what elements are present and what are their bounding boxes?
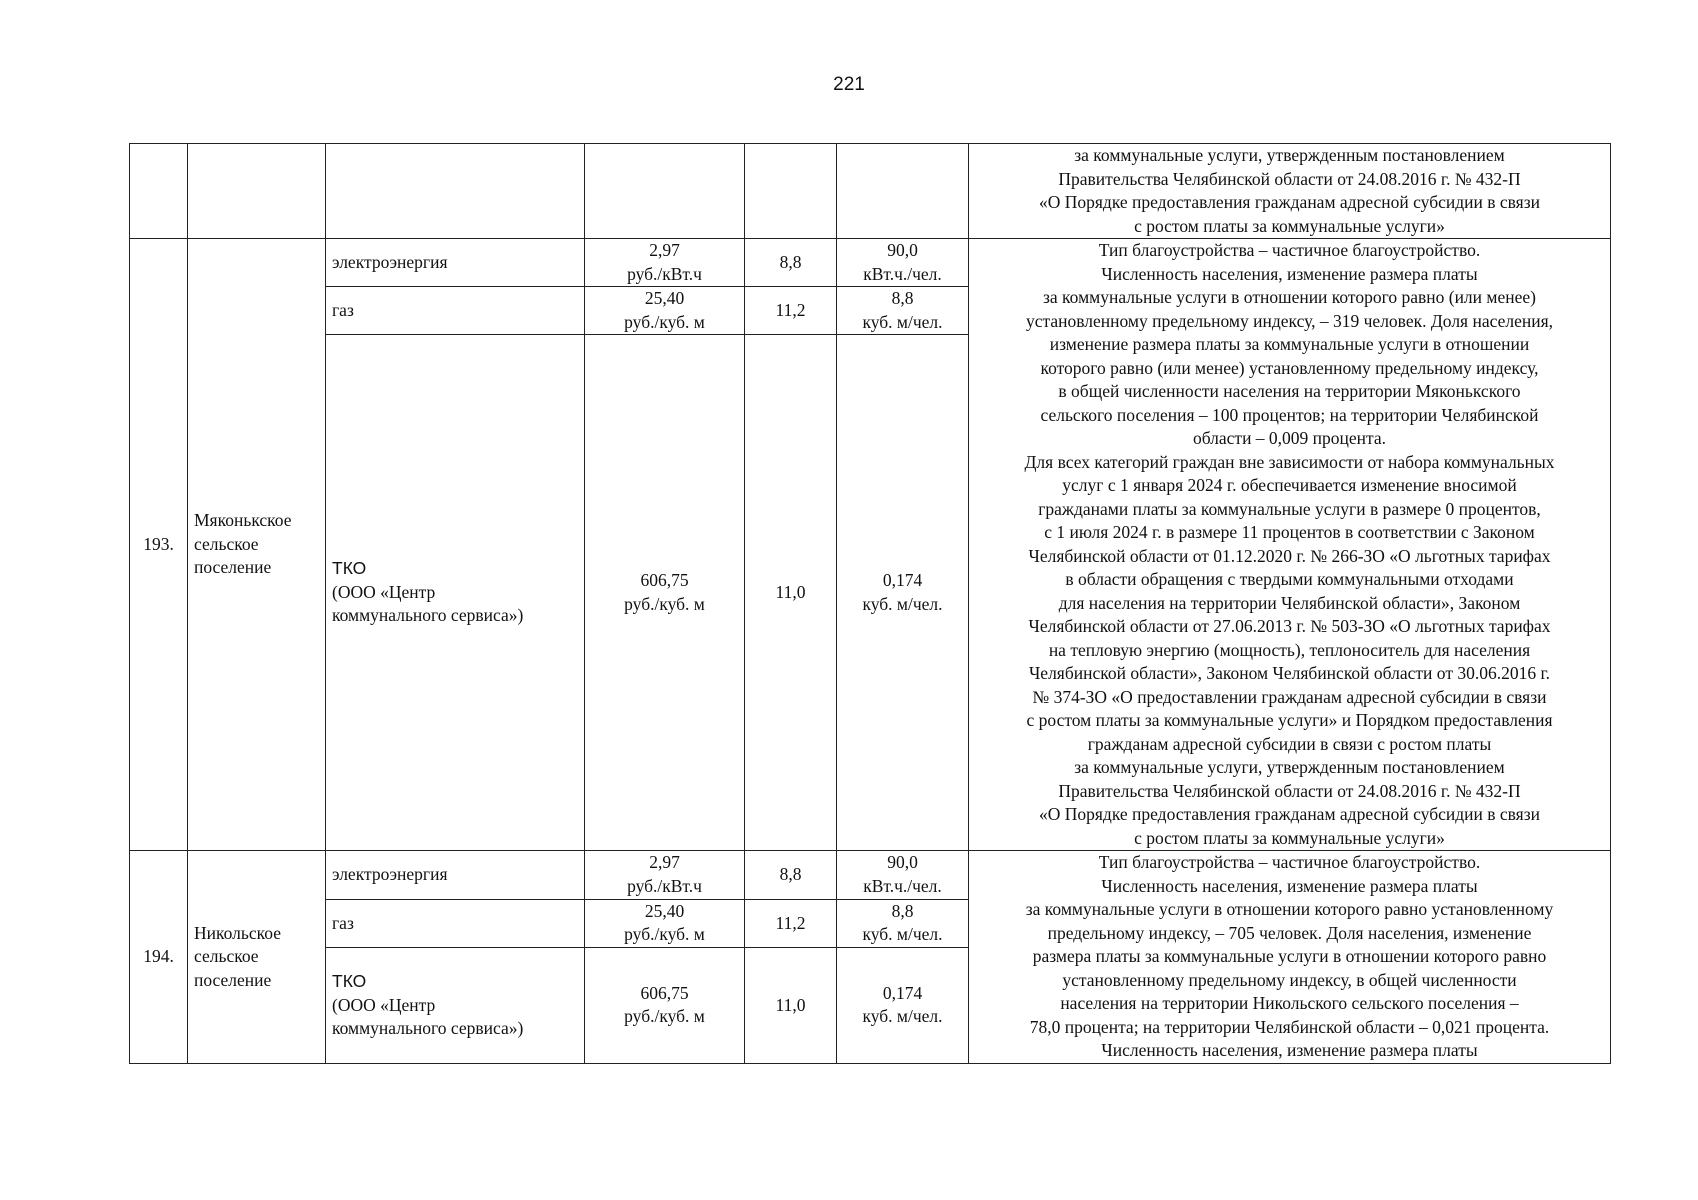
note-line: установленному предельному индексу, в общей численности — [1062, 969, 1517, 990]
note-line: с 1 июля 2024 г. в размере 11 процентов в соответствии с Законом — [1044, 522, 1535, 542]
service-name — [326, 287, 585, 335]
settlement-name-line: сельское — [194, 533, 259, 554]
note-line: за коммунальные услуги в отношении которого равно установленному — [1025, 899, 1554, 919]
norm-value: 8,8 — [891, 900, 914, 921]
tariff-cell — [585, 335, 745, 851]
service-name — [326, 948, 585, 1063]
service-name-line: электроэнергия — [332, 864, 448, 885]
settlement-name-line: Никольское — [194, 922, 281, 943]
norm-cell — [837, 287, 969, 335]
empty-cell — [130, 144, 188, 239]
tariff-value: 2,97 — [649, 240, 680, 261]
index-cell: 11,0 — [745, 335, 837, 851]
note-line: Тип благоустройства – частичное благоустройство. — [1098, 852, 1481, 872]
tariff-unit: руб./кВт.ч — [627, 263, 702, 284]
note-cell — [969, 144, 1611, 239]
note-line: гражданам адресной субсидии в связи с ростом платы — [1087, 733, 1492, 754]
note-line: предельному индексу, – 705 человек. Доля населения, изменение — [1047, 922, 1532, 943]
norm-unit: кВт.ч./чел. — [863, 263, 942, 284]
tariff-unit: руб./кВт.ч — [627, 875, 702, 896]
norm-unit: куб. м/чел. — [862, 593, 943, 614]
note-line: которого равно (или менее) установленному предельному индексу, — [1040, 357, 1539, 378]
empty-cell — [837, 144, 969, 239]
tariff-value: 606,75 — [640, 982, 689, 1003]
service-name-line: электроэнергия — [332, 251, 448, 272]
note-line: сельского поселения – 100 процентов; на территории Челябинской — [1040, 404, 1539, 425]
tariff-unit: руб./куб. м — [624, 1006, 705, 1027]
note-line: изменение размера платы за коммунальные услуги в отношении — [1049, 334, 1530, 354]
continuation-row — [130, 144, 1611, 239]
norm-cell — [837, 239, 969, 287]
tariff-cell — [585, 899, 745, 948]
note-line: за коммунальные услуги, утвержденным постановлением — [1074, 145, 1505, 165]
note-cell — [969, 851, 1611, 1064]
note-line: Правительства Челябинской области от 24.08.2016 г. № 432-П — [1058, 168, 1521, 189]
note-line: за коммунальные услуги, утвержденным постановлением — [1074, 757, 1505, 777]
note-line: в общей численности населения на территории Мяконькского — [1058, 381, 1521, 401]
norm-cell — [837, 335, 969, 851]
settlement-name-line: Мяконькское — [194, 510, 292, 531]
row-number: 193. — [130, 239, 188, 851]
note-line: с ростом платы за коммунальные услуги» — [1134, 827, 1445, 848]
service-name — [326, 239, 585, 287]
note-line: «О Порядке предоставления гражданам адресной субсидии в связи — [1038, 804, 1541, 824]
note-line: в области обращения с твердыми коммунальными отходами — [1065, 569, 1514, 589]
tariff-unit: руб./куб. м — [624, 311, 705, 332]
note-line: Правительства Челябинской области от 24.08.2016 г. № 432-П — [1058, 780, 1521, 801]
note-line: Челябинской области от 01.12.2020 г. № 266-ЗО «О льготных тарифах — [1028, 545, 1551, 566]
norm-unit: куб. м/чел. — [862, 311, 943, 332]
service-name-line: (ООО «Центр — [332, 994, 436, 1015]
note-line: с ростом платы за коммунальные услуги» и Порядком предоставления — [1026, 710, 1553, 730]
tariff-cell — [585, 851, 745, 900]
tariff-unit: руб./куб. м — [624, 593, 705, 614]
norm-unit: кВт.ч./чел. — [863, 875, 942, 896]
note-line: установленному предельному индексу, – 319 человек. Доля населения, — [1025, 310, 1554, 331]
service-name — [326, 335, 585, 851]
note-line: гражданами платы за коммунальные услуги в размере 0 процентов, — [1038, 498, 1541, 519]
service-name-line: газ — [332, 912, 354, 933]
norm-value: 90,0 — [887, 852, 918, 873]
service-name-line: (ООО «Центр — [332, 581, 436, 602]
note-line: 78,0 процента; на территории Челябинской области – 0,021 процента. — [1029, 1016, 1550, 1037]
service-name-line: коммунального сервиса») — [332, 605, 524, 626]
service-name — [326, 899, 585, 948]
empty-cell — [188, 144, 326, 239]
service-name-line: ТКО — [332, 558, 367, 579]
tariff-cell — [585, 287, 745, 335]
note-line: для населения на территории Челябинской области», Законом — [1058, 592, 1521, 613]
table-row — [130, 851, 1611, 900]
page-number: 221 — [833, 74, 865, 95]
note-line: за коммунальные услуги в отношении которого равно (или менее) — [1043, 287, 1536, 307]
tariff-cell — [585, 239, 745, 287]
tariff-value: 25,40 — [644, 288, 685, 309]
note-line: Челябинской области от 27.06.2013 г. № 503-ЗО «О льготных тарифах — [1028, 616, 1551, 636]
index-cell: 8,8 — [745, 851, 837, 900]
table-row — [130, 239, 1611, 287]
norm-cell — [837, 948, 969, 1063]
norm-value: 90,0 — [887, 240, 918, 261]
norm-cell — [837, 851, 969, 900]
note-line: Тип благоустройства – частичное благоустройство. — [1098, 240, 1481, 260]
settlement-name-line: поселение — [194, 557, 272, 578]
note-line: Численность населения, изменение размера платы — [1101, 875, 1478, 896]
tariff-value: 25,40 — [644, 900, 685, 921]
settlement-name-line: поселение — [194, 969, 272, 990]
empty-cell — [745, 144, 837, 239]
note-line: размера платы за коммунальные услуги в отношении которого равно — [1032, 946, 1547, 966]
note-line: Численность населения, изменение размера платы — [1101, 263, 1478, 284]
empty-cell — [585, 144, 745, 239]
norm-value: 0,174 — [882, 982, 923, 1003]
index-cell: 11,2 — [745, 287, 837, 335]
row-number: 194. — [130, 851, 188, 1064]
settlement-name — [188, 851, 326, 1064]
index-cell: 11,2 — [745, 899, 837, 948]
norm-value: 8,8 — [891, 288, 914, 309]
note-line: населения на территории Никольского сельского поселения – — [1060, 993, 1519, 1013]
index-cell: 11,0 — [745, 948, 837, 1063]
empty-cell — [326, 144, 585, 239]
tariff-value: 2,97 — [649, 852, 680, 873]
note-line: с ростом платы за коммунальные услуги» — [1134, 215, 1445, 236]
service-name — [326, 851, 585, 900]
note-line: на тепловую энергию (мощность), теплоноситель для населения — [1048, 639, 1531, 660]
norm-cell — [837, 899, 969, 948]
note-line: Челябинской области», Законом Челябинской области от 30.06.2016 г. — [1028, 663, 1551, 683]
index-cell: 8,8 — [745, 239, 837, 287]
service-name-line: коммунального сервиса») — [332, 1018, 524, 1039]
note-cell — [969, 239, 1611, 851]
note-line: Численность населения, изменение размера платы — [1101, 1040, 1478, 1060]
tariff-unit: руб./куб. м — [624, 924, 705, 945]
note-line: области – 0,009 процента. — [1192, 428, 1387, 448]
note-line: Для всех категорий граждан вне зависимости от набора коммунальных — [1024, 451, 1555, 472]
tariff-value: 606,75 — [640, 570, 689, 591]
note-line: № 374-ЗО «О предоставлении гражданам адресной субсидии в связи — [1032, 686, 1547, 707]
norm-unit: куб. м/чел. — [862, 1006, 943, 1027]
note-line: услуг с 1 января 2024 г. обеспечивается изменение вносимой — [1062, 475, 1517, 495]
tariff-cell — [585, 948, 745, 1063]
service-name-line: ТКО — [332, 971, 367, 992]
note-line: «О Порядке предоставления гражданам адресной субсидии в связи — [1038, 192, 1541, 212]
norm-unit: куб. м/чел. — [862, 924, 943, 945]
subsidy-table — [129, 143, 1611, 1064]
settlement-name — [188, 239, 326, 851]
norm-value: 0,174 — [882, 570, 923, 591]
settlement-name-line: сельское — [194, 946, 259, 966]
service-name-line: газ — [332, 300, 354, 321]
